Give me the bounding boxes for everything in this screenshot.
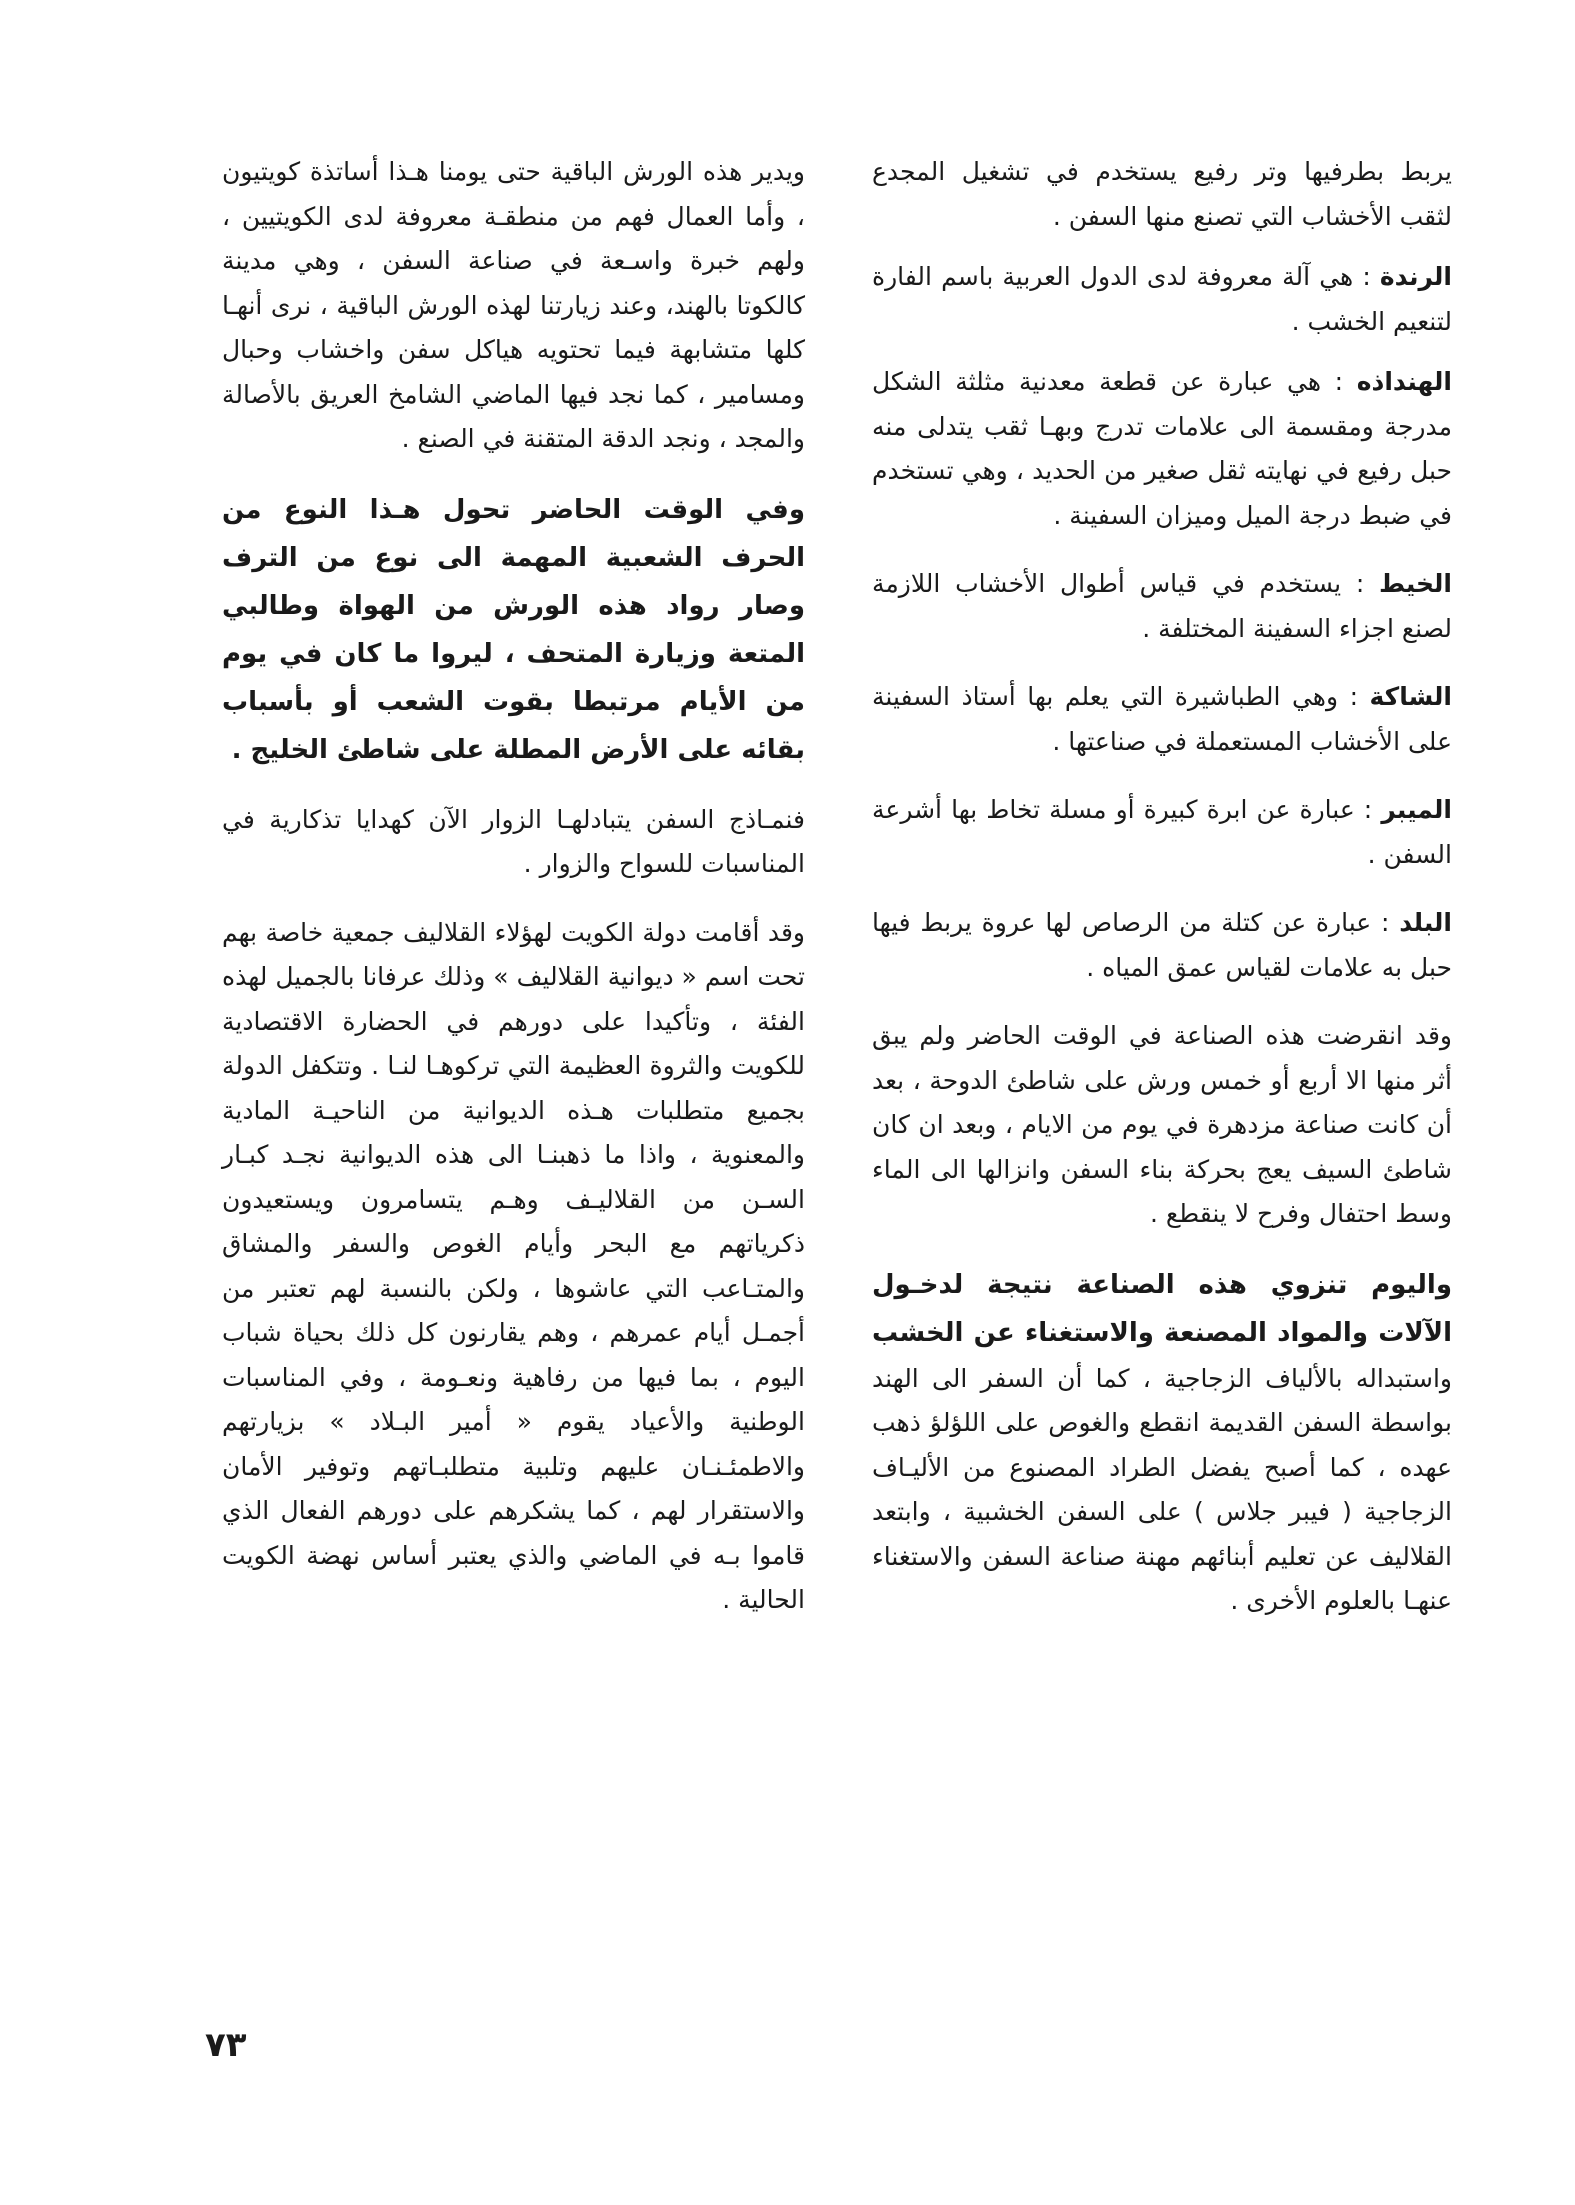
page-number: ٧٣ (205, 2025, 247, 2065)
left-column (222, 150, 805, 1647)
tool-term: الهنداذه (1356, 367, 1452, 396)
tool-entry-mibar (872, 788, 1452, 877)
tool-entry-balad (872, 901, 1452, 990)
models-paragraph: فنمـاذج السفن يتبادلهـا الزوار الآن كهدايا تذكارية في المناسبات للسواح والزوار . (222, 804, 805, 878)
diwaniya-paragraph: وقد أقامت دولة الكويت لهؤلاء القلاليف جمعية خاصة بهم تحت اسم « ديوانية القلاليف » وذلك عرفانا بالجميل لهذه الفئة ، وتأكيدا على دورهم في الحضارة الاقتصادية للكويت والثروة العظيمة التي تركوهـا لنـا . وتتكفل الدولة بجميع متطلبات هـذه الديوانية من الناحيـة المادية والمعنوية ، واذا ما ذهبنـا الى هذه الديوانية نجـد كبـار السـن من القلاليـف وهـم يتسامرون ويستعيدون ذكرياتهم مع البحر وأيام الغوص والسفر والمشاق والمتـاعب التي عاشوها ، ولكن بالنسبة لهم تعتبر من أجمـل أيام عمرهم ، وهم يقارنون كل ذلك بحياة شباب اليوم ، بما فيها من رفاهية ونعـومة ، وفي المناسبات الوطنية والأعياد يقوم « أمير البـلاد » بزيارتهم والاطمئـنـان عليهم وتلبية متطلبـاتهم وتوفير الأمان والاستقرار لهم ، كما يشكرهم على دورهم الفعال الذي قاموا بـه في الماضي والذي يعتبر أساس نهضة الكويت الحالية . (222, 917, 805, 1614)
intro-paragraph: يربط بطرفيها وتر رفيع يستخدم في تشغيل المجدع لثقب الأخشاب التي تصنع منها السفن . (872, 157, 1452, 231)
tool-description: : هي عبارة عن قطعة معدنية مثلثة الشكل مدرجة ومقسمة الى علامات تدرج وبهـا ثقب يتدلى منه حبل رفيع في نهايته ثقل صغير من الحديد ، وهي تستخدم في ضبط درجة الميل وميزان السفينة . (872, 367, 1452, 530)
tool-entry-randa (872, 255, 1452, 344)
tool-description: : يستخدم في قياس أطوال الأخشاب اللازمة لصنع اجزاء السفينة المختلفة . (872, 569, 1452, 643)
tool-term: الرندة (1379, 262, 1452, 291)
tool-term: الشاكة (1369, 682, 1452, 711)
tool-description: : عبارة عن ابرة كبيرة أو مسلة تخاط بها أشرعة السفن . (872, 795, 1452, 869)
tool-entry-khait (872, 562, 1452, 651)
right-column (872, 150, 1452, 1648)
tool-term: البلد (1399, 908, 1452, 937)
tool-entry-shaka (872, 675, 1452, 764)
workshops-paragraph: ويدير هذه الورش الباقية حتى يومنا هـذا أساتذة كويتيون ، وأما العمال فهم من منطقـة معروفة لدى الكويتيين ، ولهم خبرة واسـعة في صناعة السفن ، وهي مدينة كالكوتا بالهند، وعند زيارتنا لهذه الورش الباقية ، نرى أنهـا كلها متشابهة فيما تحتويه هياكل سفن واخشاب وحبال ومسامير ، كما نجد فيها الماضي الشامخ العريق بالأصالة والمجد ، ونجد الدقة المتقنة في الصنع . (222, 157, 805, 453)
tool-term: الميبر (1381, 795, 1452, 824)
present-time-paragraph: وفي الوقت الحاضر تحول هـذا النوع من الحرف الشعبية المهمة الى نوع من الترف وصار رواد هذه الورش من الهواة وطالبي المتعة وزيارة المتحف ، ليروا ما كان في يوم من الأيام مرتبطا بقوت الشعب أو بأسباب بقائه على الأرض المطلة على شاطئ الخليج . (222, 494, 805, 765)
today-continuation: واستبداله بالألياف الزجاجية ، كما أن السفر الى الهند بواسطة السفن القديمة انقطع والغوص على اللؤلؤ ذهب عهده ، كما أصبح يفضل الطراد المصنوع من الأليـاف الزجاجية ( فيبر جلاس ) على السفن الخشبية ، وابتعد القلاليف عن تعليم أبنائهم مهنة صناعة السفن والاستغناء عنهـا بالعلوم الأخرى . (872, 1363, 1452, 1615)
today-paragraph (872, 1261, 1452, 1624)
tool-term: الخيط (1379, 569, 1452, 598)
tool-description: : عبارة عن كتلة من الرصاص لها عروة يربط فيها حبل به علامات لقياس عمق المياه . (872, 908, 1452, 982)
tool-entry-handaza (872, 360, 1452, 538)
today-lead: واليوم تنزوي هذه الصناعة نتيجة لدخـول الآلات والمواد المصنعة والاستغناء عن الخشب (872, 1269, 1452, 1348)
tool-description: : هي آلة معروفة لدى الدول العربية باسم الفارة لتنعيم الخشب . (872, 262, 1452, 336)
decline-paragraph: وقد انقرضت هذه الصناعة في الوقت الحاضر ولم يبق أثر منها الا أربع أو خمس ورش على شاطئ الدوحة ، بعد أن كانت صناعة مزدهرة في يوم من الايام ، وبعد ان كان شاطئ السيف يعج بحركة بناء السفن وانزالها الى الماء وسط احتفال وفرح لا ينقطع . (872, 1021, 1452, 1228)
tool-description: : وهي الطباشيرة التي يعلم بها أستاذ السفينة على الأخشاب المستعملة في صناعتها . (872, 682, 1452, 756)
